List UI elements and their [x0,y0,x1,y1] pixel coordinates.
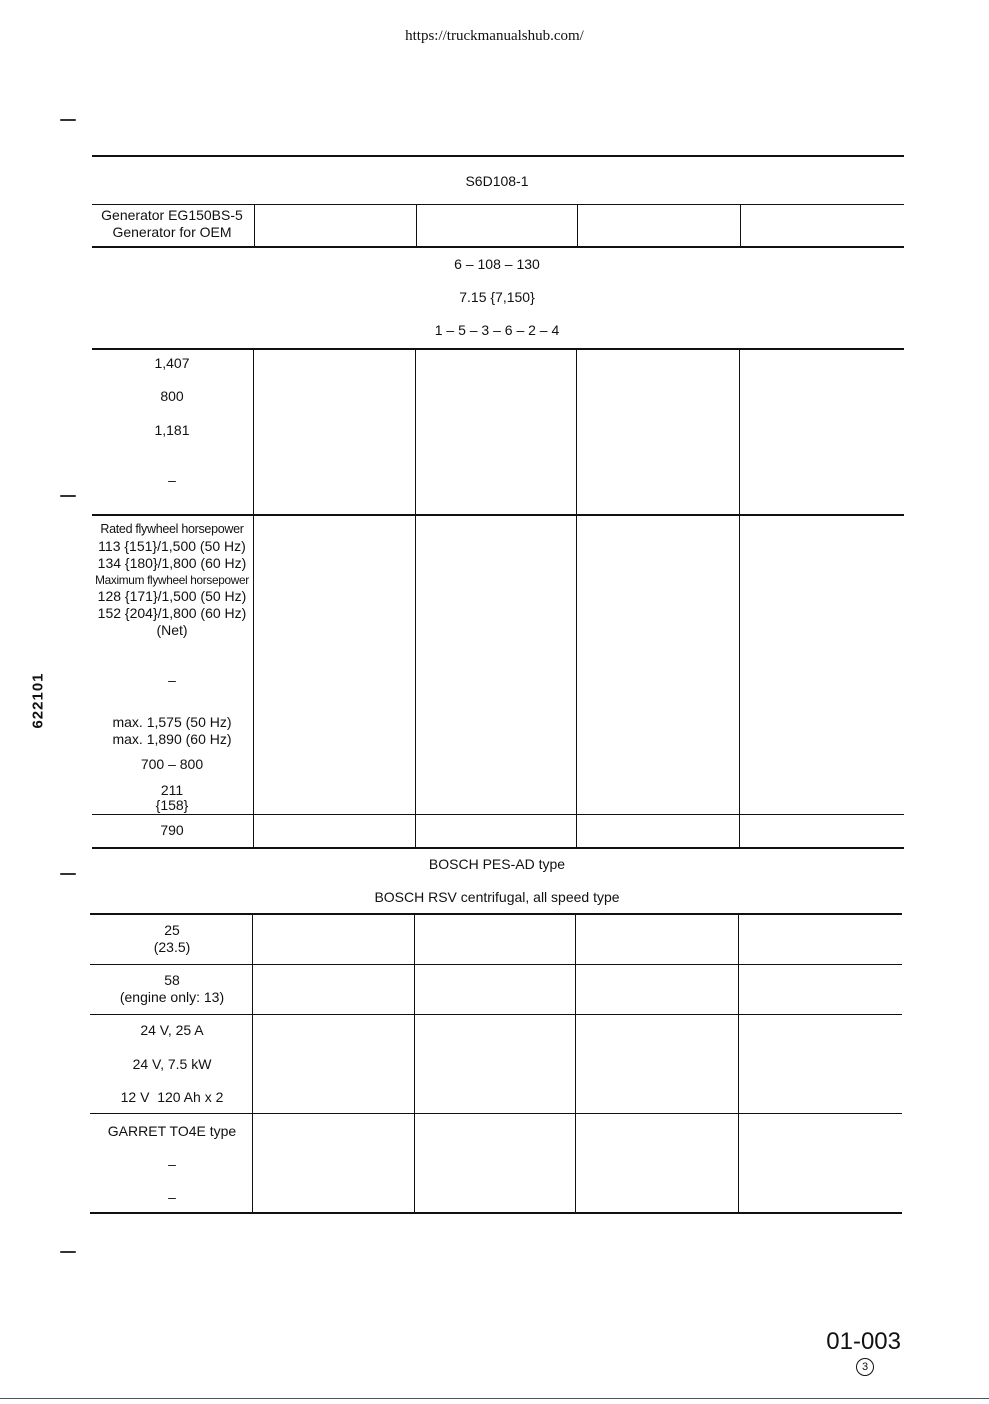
col-line [739,348,740,847]
performance-line: Rated flywheel horsepower [100,522,244,536]
dim-dash: – [168,472,176,488]
col-line [254,204,255,246]
alternator: 24 V, 25 A [140,1022,204,1038]
performance-line: (Net) [156,622,188,638]
rule [90,1212,902,1214]
col-line [253,348,254,847]
rule [90,1113,902,1114]
starter: 24 V, 7.5 kW [132,1056,212,1072]
revision-circle: 3 [856,1358,874,1376]
model-name: S6D108-1 [465,173,529,189]
dim-length: 1,407 [154,355,190,371]
col-line [576,348,577,847]
turbo-dash: – [168,1156,176,1172]
margin-mark [60,495,76,497]
oil-capacity-alt: (23.5) [153,939,191,955]
governor: BOSCH RSV centrifugal, all speed type [374,889,620,905]
bore-stroke: 6 – 108 – 130 [454,256,540,272]
col-line [414,913,415,1212]
margin-mark [60,1251,76,1253]
idle-speed: 700 – 800 [140,756,204,772]
col-line [415,348,416,847]
margin-mark [60,873,76,875]
rule [92,246,904,248]
generator-line-1: Generator EG150BS-5 [101,207,243,223]
performance-line: 152 {204}/1,800 (60 Hz) [97,605,247,621]
coolant-capacity: 58 [164,972,180,988]
col-line [577,204,578,246]
rule [92,348,904,350]
performance-line: Maximum flywheel horsepower [95,573,249,587]
margin-mark [60,119,76,121]
dim-width: 800 [160,388,184,404]
rule [90,964,902,965]
performance-line: 134 {180}/1,800 (60 Hz) [97,555,247,571]
rule [92,814,904,815]
rule [90,1014,902,1015]
page-number: 01-003 [826,1328,901,1355]
fuel-consumption-alt: {158} [155,797,189,813]
performance-line: 128 {171}/1,500 (50 Hz) [97,588,247,604]
rule [92,847,904,849]
generator-line-2: Generator for OEM [112,224,232,240]
weight: 790 [160,822,184,838]
max-speed-60hz: max. 1,890 (60 Hz) [112,731,232,747]
firing-order: 1 – 5 – 3 – 6 – 2 – 4 [434,322,560,338]
displacement: 7.15 {7,150} [459,289,535,305]
col-line [738,913,739,1212]
col-line [740,204,741,246]
rule [92,514,904,516]
turbo-dash: – [168,1189,176,1205]
col-line [416,204,417,246]
col-line [575,913,576,1212]
performance-dash: – [168,672,176,688]
bottom-edge [0,1398,989,1399]
document-code: 622101 [29,672,47,729]
performance-line: 113 {151}/1,500 (50 Hz) [98,538,246,554]
fuel-consumption: 211 [160,782,184,798]
dim-height: 1,181 [154,422,190,438]
max-speed-50hz: max. 1,575 (50 Hz) [112,714,232,730]
oil-capacity: 25 [164,922,180,938]
fuel-pump: BOSCH PES-AD type [428,856,566,872]
turbocharger: GARRET TO4E type [107,1123,237,1139]
battery: 12 V 120 Ah x 2 [120,1089,224,1105]
col-line [252,913,253,1212]
source-url: https://truckmanualshub.com/ [405,28,584,44]
rule [92,204,904,205]
coolant-engine-only: (engine only: 13) [119,989,225,1005]
rule [90,913,902,915]
rule-top [92,155,904,157]
